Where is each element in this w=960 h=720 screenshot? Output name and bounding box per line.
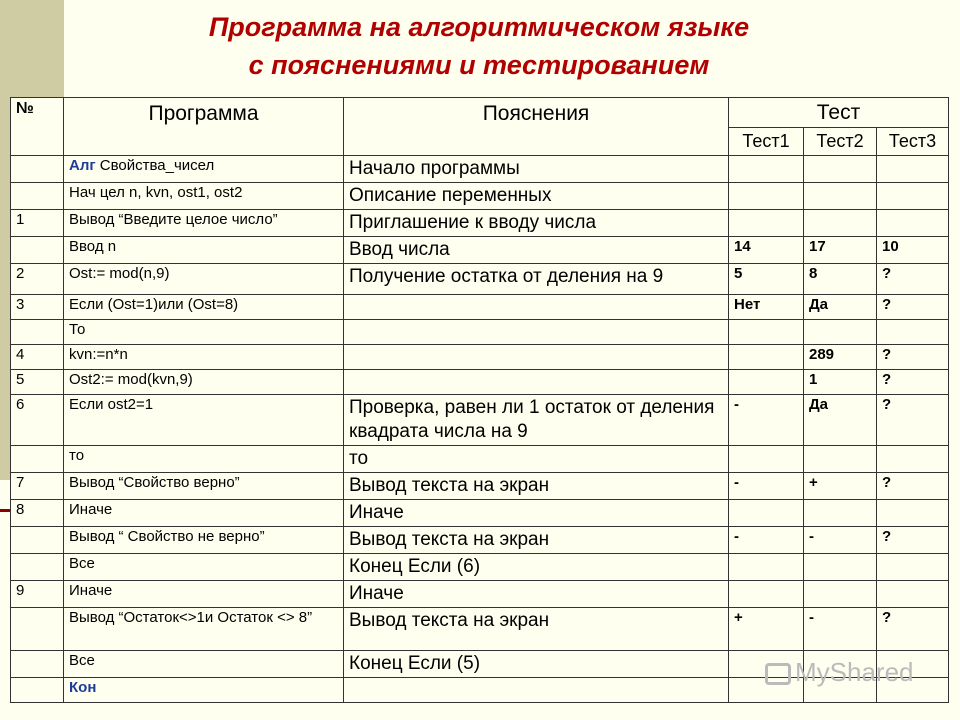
cell-explanation: Иначе <box>344 581 729 608</box>
cell-num: 9 <box>11 581 64 608</box>
cell-test-3: ? <box>877 264 949 295</box>
cell-num: 5 <box>11 370 64 395</box>
cell-test-2 <box>804 320 877 345</box>
cell-num: 3 <box>11 295 64 320</box>
program-text: Если (Ost=1)или (Ost=8) <box>69 296 239 313</box>
table-row <box>11 581 949 608</box>
cell-test-1 <box>729 345 804 370</box>
cell-explanation <box>344 370 729 395</box>
cell-test-2: Да <box>804 395 877 446</box>
cell-test-2 <box>804 554 877 581</box>
cell-test-2 <box>804 581 877 608</box>
cell-program <box>64 345 344 370</box>
program-text: Нач цел n, kvn, ost1, ost2 <box>69 184 243 201</box>
cell-test-2 <box>804 156 877 183</box>
table-row <box>11 473 949 500</box>
table-row <box>11 554 949 581</box>
cell-test-3: ? <box>877 473 949 500</box>
cell-num <box>11 678 64 703</box>
cell-test-1 <box>729 183 804 210</box>
cell-explanation: Иначе <box>344 500 729 527</box>
table-row <box>11 237 949 264</box>
program-table <box>10 97 949 703</box>
header-test2: Тест2 <box>804 128 877 156</box>
watermark <box>765 657 914 688</box>
cell-program <box>64 370 344 395</box>
cell-test-1 <box>729 500 804 527</box>
cell-program <box>64 295 344 320</box>
cell-test-3: 10 <box>877 237 949 264</box>
cell-num <box>11 651 64 678</box>
page-title <box>64 8 894 84</box>
cell-num <box>11 320 64 345</box>
cell-num: 7 <box>11 473 64 500</box>
table-row <box>11 320 949 345</box>
cell-test-2: - <box>804 608 877 651</box>
program-text: Ost2:= mod(kvn,9) <box>69 371 193 388</box>
cell-test-2: - <box>804 527 877 554</box>
cell-explanation: то <box>344 446 729 473</box>
cell-num <box>11 237 64 264</box>
cell-program <box>64 651 344 678</box>
keyword: Алг <box>69 157 96 174</box>
cell-num <box>11 527 64 554</box>
cell-num: 6 <box>11 395 64 446</box>
cell-test-3 <box>877 156 949 183</box>
cell-test-3: ? <box>877 370 949 395</box>
program-text: Ost:= mod(n,9) <box>69 265 170 282</box>
header-test3: Тест3 <box>877 128 949 156</box>
cell-explanation: Проверка, равен ли 1 остаток от деления квадрата числа на 9 <box>344 395 729 446</box>
cell-test-1: Нет <box>729 295 804 320</box>
table-row <box>11 395 949 446</box>
program-text: то <box>69 447 85 464</box>
cell-test-1: - <box>729 473 804 500</box>
cell-test-2: 8 <box>804 264 877 295</box>
table-row <box>11 183 949 210</box>
cell-test-3 <box>877 320 949 345</box>
cell-program <box>64 527 344 554</box>
cell-explanation <box>344 678 729 703</box>
cell-test-2 <box>804 183 877 210</box>
cell-program <box>64 237 344 264</box>
cell-explanation: Вывод текста на экран <box>344 473 729 500</box>
cell-test-1 <box>729 554 804 581</box>
title-line-2: с пояснениями и тестированием <box>248 50 710 80</box>
header-test: Тест <box>729 98 949 128</box>
table-row <box>11 295 949 320</box>
cell-test-1: 14 <box>729 237 804 264</box>
cell-program <box>64 500 344 527</box>
header-test1: Тест1 <box>729 128 804 156</box>
cell-test-1: - <box>729 395 804 446</box>
cell-program <box>64 156 344 183</box>
cell-test-3 <box>877 581 949 608</box>
cell-program <box>64 554 344 581</box>
cell-program <box>64 581 344 608</box>
cell-test-3: ? <box>877 345 949 370</box>
program-text: Вывод “ Свойство не верно” <box>69 528 265 545</box>
cell-test-3 <box>877 446 949 473</box>
cell-explanation <box>344 295 729 320</box>
program-text: Если ost2=1 <box>69 396 154 413</box>
cell-test-2: 289 <box>804 345 877 370</box>
cell-num <box>11 446 64 473</box>
cell-program <box>64 395 344 446</box>
cell-test-3: ? <box>877 527 949 554</box>
cell-explanation <box>344 345 729 370</box>
cell-test-1: 5 <box>729 264 804 295</box>
table-row <box>11 210 949 237</box>
cell-test-1 <box>729 446 804 473</box>
program-text: kvn:=n*n <box>69 346 128 363</box>
cell-test-1: + <box>729 608 804 651</box>
cell-explanation: Описание переменных <box>344 183 729 210</box>
cell-program <box>64 678 344 703</box>
cell-test-1: - <box>729 527 804 554</box>
cell-num <box>11 554 64 581</box>
program-text: Ввод n <box>69 238 117 255</box>
program-text: Иначе <box>69 582 113 599</box>
cell-test-2: 17 <box>804 237 877 264</box>
keyword: Кон <box>69 679 97 696</box>
cell-program <box>64 320 344 345</box>
cell-num <box>11 608 64 651</box>
cell-test-3 <box>877 500 949 527</box>
cell-num: 1 <box>11 210 64 237</box>
program-text: Вывод “Введите целое число” <box>69 211 278 228</box>
cell-test-1 <box>729 370 804 395</box>
cell-test-1 <box>729 210 804 237</box>
cell-test-1 <box>729 320 804 345</box>
header-program: Программа <box>64 98 344 156</box>
program-text: Вывод “Остаток<>1и Остаток <> 8” <box>69 609 313 626</box>
cell-test-3: ? <box>877 608 949 651</box>
cell-test-2 <box>804 446 877 473</box>
cell-test-3 <box>877 183 949 210</box>
title-line-1: Программа на алгоритмическом языке <box>208 12 750 42</box>
watermark-text: MyShared <box>795 657 914 687</box>
program-text: Вывод “Свойство верно” <box>69 474 240 491</box>
cell-test-1 <box>729 156 804 183</box>
cell-program <box>64 608 344 651</box>
cell-test-2: Да <box>804 295 877 320</box>
table-row <box>11 527 949 554</box>
program-text: Все <box>69 555 95 572</box>
program-text: Иначе <box>69 501 113 518</box>
program-text: То <box>69 321 86 338</box>
header-num: № <box>11 98 64 156</box>
cell-num: 4 <box>11 345 64 370</box>
cell-explanation: Приглашение к вводу числа <box>344 210 729 237</box>
cell-explanation: Вывод текста на экран <box>344 608 729 651</box>
cell-explanation: Конец Если (5) <box>344 651 729 678</box>
cell-program <box>64 446 344 473</box>
table-row <box>11 608 949 651</box>
cell-test-2 <box>804 210 877 237</box>
cell-num <box>11 183 64 210</box>
left-decor-tick <box>0 509 10 512</box>
table-row <box>11 500 949 527</box>
cell-test-2: 1 <box>804 370 877 395</box>
cell-test-2 <box>804 500 877 527</box>
cell-program <box>64 473 344 500</box>
cell-program <box>64 210 344 237</box>
cell-num: 8 <box>11 500 64 527</box>
table-row <box>11 370 949 395</box>
cell-explanation: Ввод числа <box>344 237 729 264</box>
cell-explanation <box>344 320 729 345</box>
cell-test-3 <box>877 210 949 237</box>
header-explanation: Пояснения <box>344 98 729 156</box>
cell-explanation: Получение остатка от деления на 9 <box>344 264 729 295</box>
cell-explanation: Начало программы <box>344 156 729 183</box>
cell-program <box>64 183 344 210</box>
cell-test-3: ? <box>877 295 949 320</box>
program-text: Свойства_чисел <box>95 157 215 174</box>
cell-explanation: Вывод текста на экран <box>344 527 729 554</box>
watermark-icon <box>765 663 791 685</box>
cell-test-3: ? <box>877 395 949 446</box>
cell-num: 2 <box>11 264 64 295</box>
cell-explanation: Конец Если (6) <box>344 554 729 581</box>
cell-program <box>64 264 344 295</box>
cell-test-1 <box>729 581 804 608</box>
table-row <box>11 156 949 183</box>
cell-test-2: + <box>804 473 877 500</box>
program-text: Все <box>69 652 95 669</box>
table-row <box>11 264 949 295</box>
cell-num <box>11 156 64 183</box>
cell-test-3 <box>877 554 949 581</box>
table-row <box>11 345 949 370</box>
table-row <box>11 446 949 473</box>
